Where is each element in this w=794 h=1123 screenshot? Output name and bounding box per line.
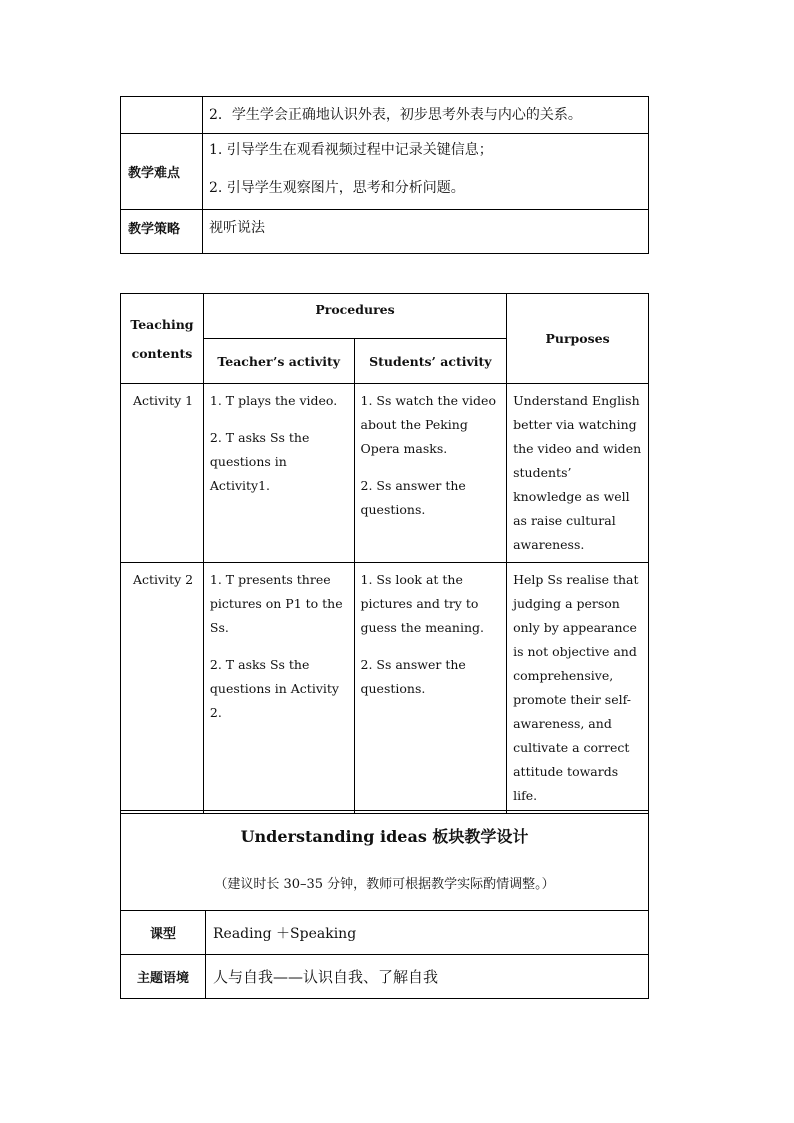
strategy-cell (203, 210, 649, 254)
section-subtitle: （建议时长 30–35 分钟，教师可根据教学实际酌情调整。） (214, 877, 555, 892)
teacher-activity-header: Teacher’s activity (203, 339, 354, 384)
activity-2-students-cell (354, 563, 507, 814)
difficulty-line-1: 1. 引导学生在观看视频过程中记录关键信息； (209, 142, 493, 158)
section-title-cell (121, 811, 649, 911)
activity-1-label: Activity 1 (121, 384, 204, 563)
activity-2-teacher-cell (203, 563, 354, 814)
strategy-text: 视听说法 (209, 220, 265, 236)
activity-2-purpose-cell (507, 563, 649, 814)
teaching-plan-table-1 (120, 96, 649, 254)
activity-1-purpose-text: Understand English better via watching the video and widen students’ knowledge as well as raise cultural awareness. (513, 393, 642, 552)
activity-1-students-line-1: 1. Ss watch the video about the Peking Opera masks. (360, 393, 496, 456)
objective-2-text: 2．学生学会正确地认识外表，初步思考外表与内心的关系。 (209, 107, 582, 123)
lesson-type-label: 课型 (121, 911, 206, 955)
activity-2-students-line-1: 1. Ss look at the pictures and try to guess the meaning. (360, 572, 484, 635)
activity-2-teacher-line-1: 1. T presents three pictures on P1 to the Ss. (209, 572, 343, 635)
lesson-type-value: Reading ＋Speaking (206, 911, 649, 955)
theme-context-label: 主题语境 (121, 955, 206, 999)
difficulty-label: 教学难点 (121, 134, 203, 210)
activity-2-purpose-text: Help Ss realise that judging a person only by appearance is not objective and comprehensive, promote their self-awareness, and cultivate a correct attitude towards life. (513, 572, 639, 803)
activity-2-label: Activity 2 (121, 563, 204, 814)
activity-1-teacher-line-1: 1. T plays the video. (209, 393, 338, 408)
activity-1-purpose-cell (507, 384, 649, 563)
section-title: Understanding ideas 板块教学设计 (240, 827, 529, 846)
teaching-contents-header-line-2: contents (131, 345, 193, 361)
activity-1-students-line-2: 2. Ss answer the questions. (360, 478, 466, 517)
theme-context-value: 人与自我——认识自我、了解自我 (206, 955, 649, 999)
strategy-label: 教学策略 (121, 210, 203, 254)
teaching-contents-header (121, 294, 204, 384)
activity-2-teacher-line-2: 2. T asks Ss the questions in Activity 2. (209, 657, 339, 720)
difficulty-line-2: 2. 引导学生观察图片，思考和分析问题。 (209, 180, 465, 196)
students-activity-header: Students’ activity (354, 339, 507, 384)
understanding-ideas-table (120, 810, 649, 999)
activity-2-students-line-2: 2. Ss answer the questions. (360, 657, 466, 696)
activity-1-teacher-line-2: 2. T asks Ss the questions in Activity1. (209, 430, 310, 493)
procedures-header: Procedures (203, 294, 506, 339)
procedures-table (120, 293, 649, 814)
teaching-contents-header-line-1: Teaching (130, 316, 194, 332)
purposes-header: Purposes (507, 294, 649, 384)
empty-label-cell (121, 97, 203, 134)
difficulty-cell (203, 134, 649, 210)
activity-1-teacher-cell (203, 384, 354, 563)
activity-1-students-cell (354, 384, 507, 563)
objective-2-cell (203, 97, 649, 134)
